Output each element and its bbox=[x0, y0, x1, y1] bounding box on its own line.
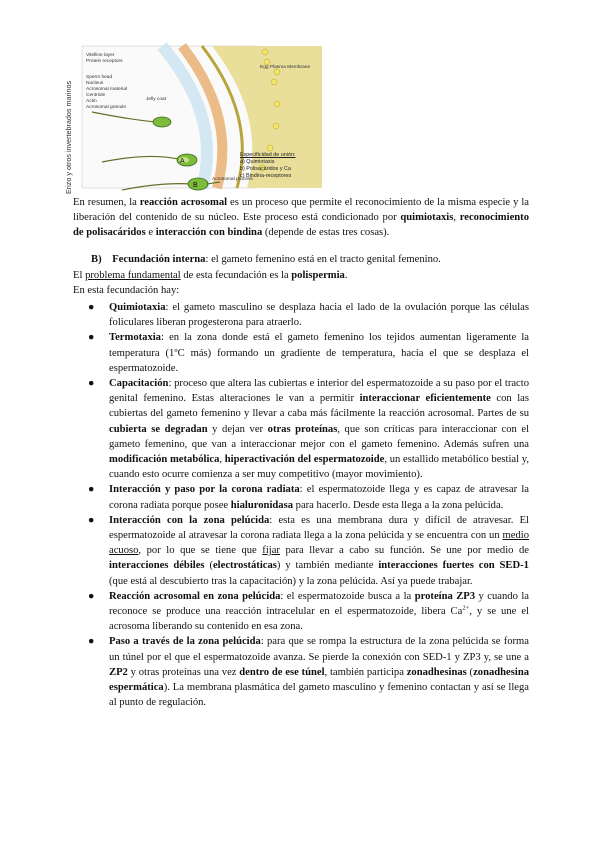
list-item: ● Termotaxia: en la zona donde está el gameto femenino los tejidos aumentan ligeramente la temperatura (1ºC más) formando un gradiente de temperatura, hacia el que se desplaza el espermatozoide. bbox=[88, 332, 529, 374]
legend-item: b) Polisacáridos y Ca bbox=[240, 166, 291, 172]
label-acrosomal-material: Acrosomal material bbox=[86, 87, 128, 92]
problem-line: El problema fundamental de esta fecundación es la polispermia. bbox=[73, 270, 348, 281]
list-item: ● Interacción y paso por la corona radiata: el espermatozoide llega y es capaz de atravesar la corona radiata porque posee hialuronidasa para hacerlo. Desde esta llega a la zona pelúcida. bbox=[88, 484, 529, 511]
list-item: ● Reacción acrosomal en zona pelúcida: el espermatozoide busca a la proteína ZP3 y cuando la reconoce se produce una reacción intracelular en el espermatozoide, libera $Ca^{2+}$, y se une el acrosoma liberando su contenido en esa zona. bbox=[88, 590, 530, 633]
label-protein-receptors: Protein receptors bbox=[86, 59, 123, 64]
label-acrosomal-process: Acrosomal process bbox=[212, 177, 253, 182]
list-item: ● Interacción con la zona pelúcida: esta es una membrana dura y difícil de atravesar. El espermatozoide al atravesar la corona radiata llega a la zona pelúcida y se encuentra con un medio acuoso, por lo que se tiene que fijar para llevar a cabo su función. Se une por medio de interacciones débiles (electrostáticas) y también mediante interacciones fuertes con SED-1 (que está al descubierto tras la capacitación) y la zona pelúcida. Así ya puede trabajar. bbox=[88, 514, 529, 587]
label-acrosomal-granule: Acrosomal granule bbox=[86, 105, 126, 110]
label-vitelline: Vitelline layer bbox=[86, 53, 115, 58]
marker-b: B bbox=[193, 182, 198, 189]
label-centriole: Centriole bbox=[86, 93, 106, 98]
list-item: ● Paso a través de la zona pelúcida: para que se rompa la estructura de la zona pelúcida se forma un túnel por el que el espermatozoide avanza. Se pierde la conexión con SED-1 y ZP3 y, se une a ZP2 y otras proteínas una vez dentro de ese túnel, también participa zonadhesinas (zonadhesina espermática). La membrana plasmática del gameto masculino y femenino contactan y así se llega al punto de regulación. bbox=[88, 636, 530, 709]
acrosome-reaction-figure bbox=[62, 42, 342, 192]
label-nucleus: Nucleus bbox=[86, 81, 104, 86]
marker-a: A bbox=[180, 158, 185, 165]
figure-legend bbox=[240, 152, 295, 180]
list-item: ● Quimiotaxia: el gameto masculino se desplaza hacia el lado de la ovulación porque las células foliculares liberan progesterona para atraerlo. bbox=[88, 302, 529, 329]
fecundation-list bbox=[73, 300, 529, 710]
figure-side-label: Erizo y otros invertebrados marinos bbox=[64, 80, 73, 194]
label-egg-membrane: Egg Plasma Membrane bbox=[260, 65, 311, 70]
list-item: ● Capacitación: proceso que altera las cubiertas e interior del espermatozoide a su paso por el tracto genital femenino. Estas alteraciones le van a permitir interaccionar eficientemente con las cubiertas del gameto femenino y llevar a caba más fácilmente la reacción acrosomal. Partes de su cubierta se degradan y dejan ver otras proteínas, que son críticas para interaccionar con el gameto femenino, que van a interaccionar mejor con el gameto femenino. Además sufren una modificación metabólica, hiperactivación del espermatozoide, un estallido metabólico bestial y, cuando esto ocurre comienza a ser muy competitivo (mayor movimiento). bbox=[88, 378, 530, 481]
list-intro: En esta fecundación hay: bbox=[73, 285, 180, 296]
section-b-heading: B) Fecundación interna: el gameto femenino está en el tracto genital femenino. bbox=[91, 254, 441, 265]
summary-paragraph: En resumen, la reacción acrosomal es un proceso que permite el reconocimiento de la misma especie y la liberación del contenido de su núcleo. Este proceso está condicionado por quimiotaxis, reconocimiento de polisacáridos e interacción con bindina (depende de estas tres cosas). bbox=[73, 197, 529, 239]
legend-title: Especificidad de unión: bbox=[240, 152, 296, 158]
label-actin: Actin bbox=[86, 99, 97, 104]
legend-item: c) Bindina-receptores bbox=[240, 173, 292, 179]
section-marker: B) bbox=[91, 254, 102, 265]
section-title: Fecundación interna bbox=[112, 254, 206, 265]
label-jelly-coat: Jelly coat bbox=[146, 97, 166, 102]
label-sperm-head: Sperm head bbox=[86, 75, 113, 80]
legend-item: a) Quimiotaxis bbox=[240, 159, 275, 165]
